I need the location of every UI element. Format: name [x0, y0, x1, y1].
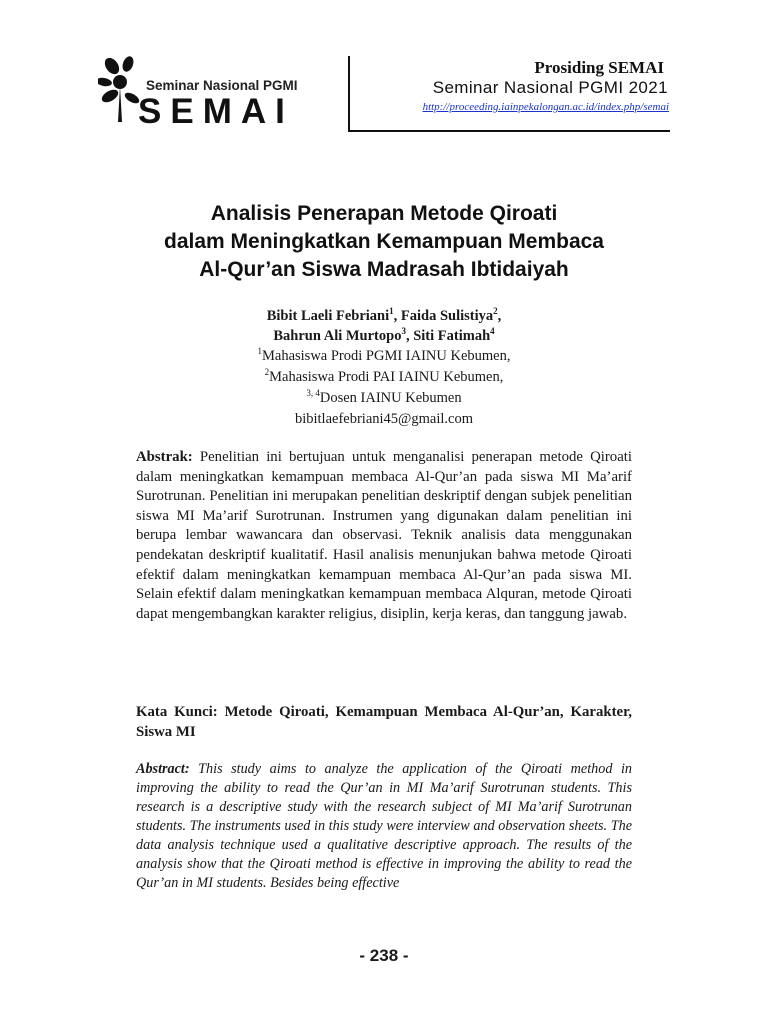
header-horizontal-divider [348, 130, 670, 132]
proceeding-subtitle: Seminar Nasional PGMI 2021 [432, 78, 668, 97]
affiliation [100, 388, 668, 409]
author-sup: 2 [493, 306, 498, 317]
author-line: Bibit Laeli Febriani$^1$, Faida Sulistiya$^2$, [266, 306, 502, 324]
affiliation [100, 346, 668, 367]
author-list [100, 306, 668, 346]
keywords: Kata Kunci: Metode Qiroati, Kemampuan Membaca Al-Qur’an, Karakter, Siswa MI [136, 704, 632, 740]
page-header [0, 0, 768, 140]
affiliation-text: Mahasiswa Prodi PGMI IAINU Kebumen, [262, 348, 511, 364]
logo-subtitle: Seminar Nasional PGMI [146, 78, 298, 93]
abstrak-text: Penelitian ini bertujuan untuk menganalisi penerapan metode Qiroati dalam meningkatkan kemampuan membaca Al-Qur’an pada siswa MI Ma’arif Surotrunan. Penelitian ini merupakan penelitian deskriptif dengan subjek penelitian siswa MI Ma’arif Surotrunan. Instrumen yang digunakan dalam penelitian ini berupa lembar wawancara dan observasi. Teknik analisis data menggunakan pendekatan deskriptif kualitatif. Hasil analisis menunjukan bahwa metode Qiroati efektif dalam meningkatkan kemampuan membaca Al-Qur’an pada siswa MI. Selain efektif dalam meningkatkan kemampuan membaca Alquran, metode Qiroati dapat mengembangkan karakter religius, disiplin, kerja keras, dan tanggung jawab. [136, 449, 632, 622]
page-number: - 238 - [359, 946, 409, 965]
affiliation-list [100, 346, 668, 430]
proceeding-title: Prosiding SEMAI [534, 58, 664, 77]
author-name: Bibit Laeli Febriani [266, 308, 390, 324]
affiliation-sup: 2 [264, 367, 270, 378]
abstract-label: Abstract: [136, 761, 190, 777]
title-line: Analisis Penerapan Metode Qiroati [210, 202, 558, 225]
affiliation-sup: 3, 4 [306, 388, 320, 399]
author-name: Bahrun Ali Murtopo [273, 328, 402, 344]
abstract-text: This study aims to analyze the application of the Qiroati method in improving the ability to read the Qur’an in MI Ma’arif Surotrunan students. This research is a descriptive study with the research subject of MI Ma’arif Surotrunan students. The instruments used in this study were interview and observation sheets. The data analysis technique used a qualitative descriptive approach. The results of the analysis show that the Qiroati method is effective in improving the ability to read the Qur’an in MI students. Besides being effective [136, 761, 632, 891]
abstrak-label: Abstrak: [136, 449, 193, 465]
header-vertical-divider [348, 56, 350, 132]
affiliation-sup: 1 [257, 346, 262, 357]
affiliation-text: Dosen IAINU Kebumen [319, 390, 462, 406]
author-line: Bahrun Ali Murtopo$^3$, Siti Fatimah$^4$ [273, 326, 495, 344]
author-sup: 4 [490, 326, 495, 337]
semai-logo [98, 56, 348, 132]
proceeding-url-link[interactable]: http://proceeding.iainpekalongan.ac.id/index.php/semai [422, 101, 669, 113]
logo-wordmark: SEMAI [138, 92, 294, 131]
affiliation-text: Mahasiswa Prodi PAI IAINU Kebumen, [269, 369, 504, 385]
title-line: dalam Meningkatkan Kemampuan Membaca [164, 230, 604, 253]
author-name: Faida Sulistiya [400, 308, 494, 324]
author-sup: 1 [389, 306, 394, 317]
article-title [100, 200, 668, 284]
affiliation [100, 367, 668, 388]
abstrak-paragraph [136, 448, 632, 624]
author-email: bibitlaefebriani45@gmail.com [294, 411, 474, 427]
abstract-paragraph [136, 760, 632, 893]
title-line: Al-Qur’an Siswa Madrasah Ibtidaiyah [199, 258, 569, 281]
author-name: Siti Fatimah [413, 328, 491, 344]
author-sup: 3 [401, 326, 406, 337]
